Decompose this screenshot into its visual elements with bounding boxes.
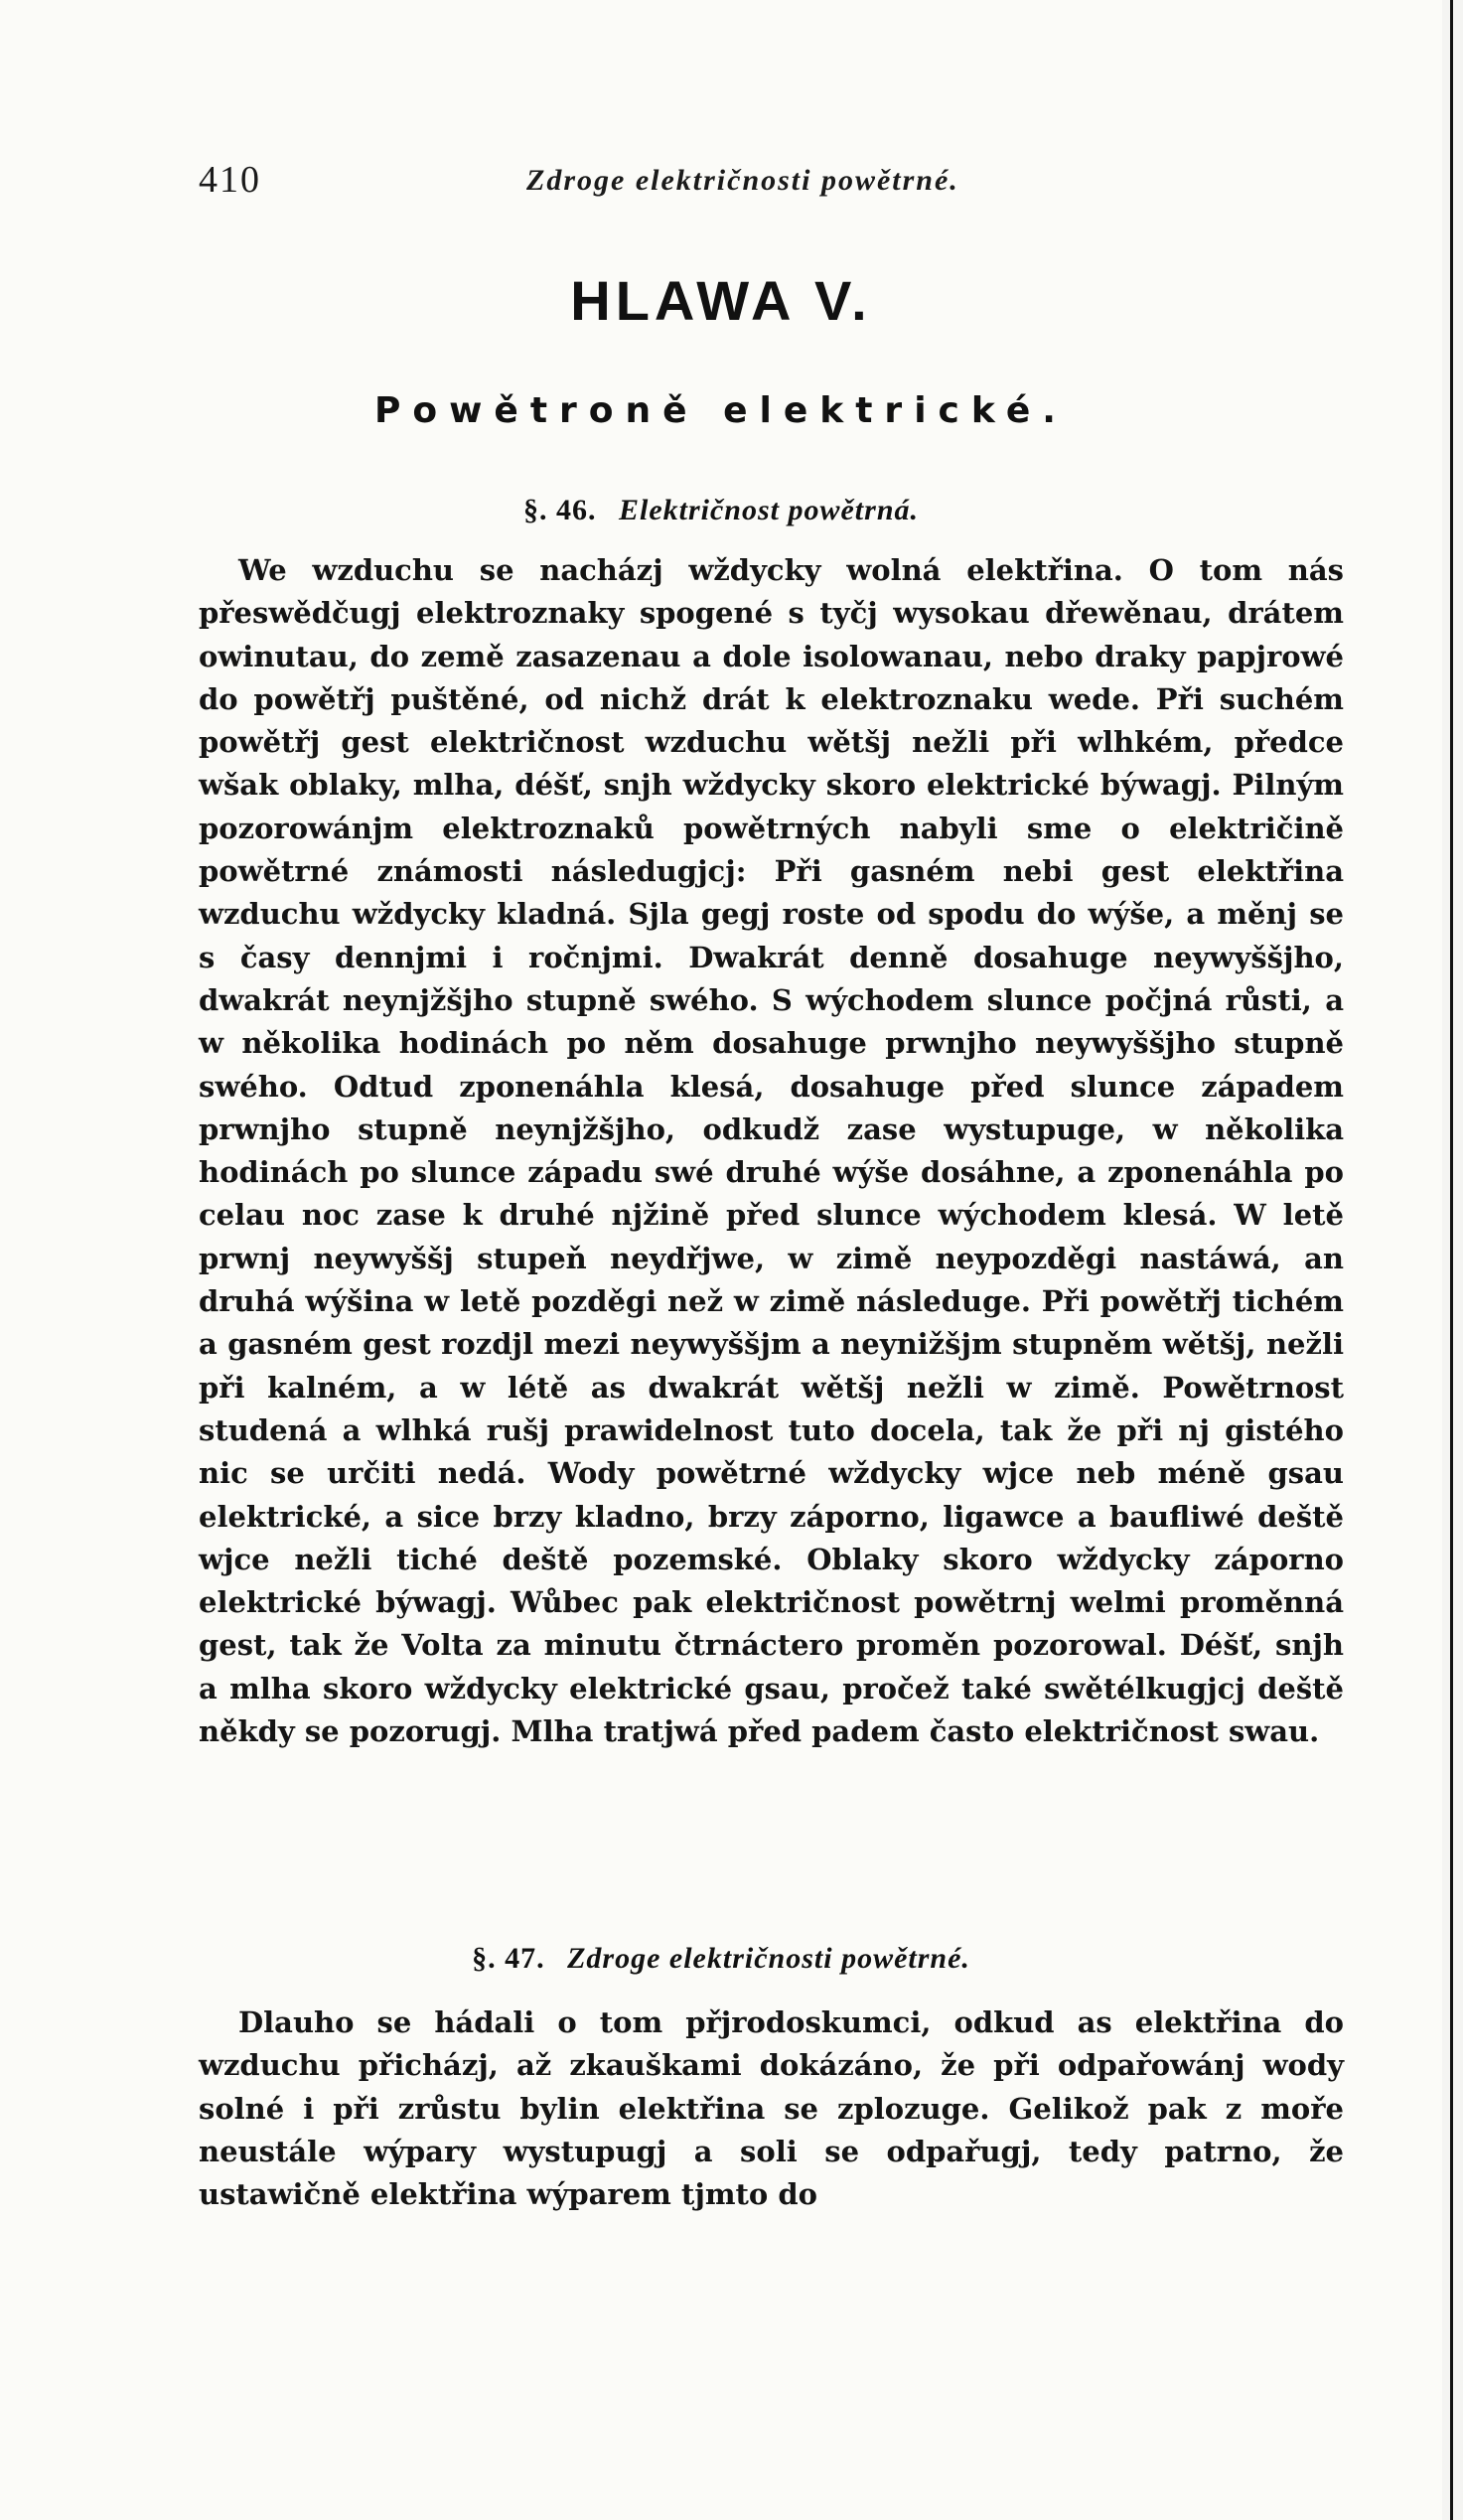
running-header-title: Zdroge električnosti powětrné.	[526, 164, 959, 197]
chapter-subtitle: Powětroně elektrické.	[374, 390, 1068, 431]
section-46-paragraph: We wzduchu se nacházj wždycky wolná elektřina. O tom nás přeswědčugj elektroznaky spogené s tyčj wysokau dřewěnau, drátem owinutau, do země zasazenau a dole isolowanau, nebo draky papjrowé do powětřj puštěné, od nichž drát k elektroznaku wede. Při suchém powětřj gest električnost wzduchu wětšj nežli při wlhkém, předce wšak oblaky, mlha, déšť, snjh wždycky skoro elektrické býwagj. Pilným pozorowánjm elektroznaků powětrných nabyli sme o električině powětrné známosti následugjcj: Při gasném nebi gest elektřina wzduchu wždycky kladná. Sjla gegj roste od spodu do wýše, a měnj se s časy dennjmi i ročnjmi. Dwakrát denně dosahuge neywyššjho, dwakrát neynjžšjho stupně swého. S wýchodem slunce počjná růsti, a w několika hodinách po něm dosahuge prwnjho neywyššjho stupně swého. Odtud zponenáhla klesá, dosahuge před slunce západem prwnjho stupně neynjžšjho, odkudž zase wystupuge, w několika hodinách po slunce západu swé druhé wýše dosáhne, a zponenáhla po celau noc zase k druhé njžině před slunce wýchodem klesá. W letě prwnj neywyššj stupeň neydřjwe, w zimě neypozděgi nastáwá, an druhá wýšina w letě pozděgi než w zimě následuge. Při powětřj tichém a gasném gest rozdjl mezi neywyššjm a neynižšjm stupněm wětšj, nežli při kalném, a w létě as dwakrát wětšj nežli w zimě. Powětrnost studená a wlhká rušj prawidelnost tuto docela, tak že při nj gistého nic se určiti nedá. Wody powětrné wždycky wjce neb méně gsau elektrické, a sice brzy kladno, brzy záporno, ligawce a baufliwé deště wjce nežli tiché deště pozemské. Oblaky skoro wždycky záporno elektrické býwagj. Wůbec pak električnost powětrnj welmi proměnná gest, tak že Volta za minutu čtrnáctero proměn pozorowal. Déšť, snjh a mlha skoro wždycky elektrické gsau, pročež také swětélkugjcj deště někdy se pozorugj. Mlha tratjwá před padem často električnost swau.	[199, 553, 1344, 1749]
chapter-title: HLAWA V.	[570, 269, 872, 332]
running-header	[199, 154, 1341, 206]
section-47-paragraph: Dlauho se hádali o tom přjrodoskumci, odkud as elektřina do wzduchu přicházj, až zkauškami dokázáno, že při odpařowánj wody solné i při zrůstu bylin elektřina se zplozuge. Gelikož pak z moře neustále wýpary wystupugj a soli se odpařugj, tedy patrno, že ustawičně elektřina wýparem tjmto do	[199, 2005, 1344, 2212]
section-46-heading	[0, 494, 1442, 527]
section-47-heading	[0, 1942, 1442, 1976]
section-46-title: Električnost powětrná.	[618, 494, 920, 526]
section-47-title: Zdroge električnosti powětrné.	[567, 1942, 970, 1975]
section-46-number: §. 46.	[522, 494, 597, 526]
scan-page-edge	[1442, 0, 1463, 2520]
section-47-number: §. 47.	[472, 1942, 545, 1975]
page-number: 410	[199, 159, 261, 201]
